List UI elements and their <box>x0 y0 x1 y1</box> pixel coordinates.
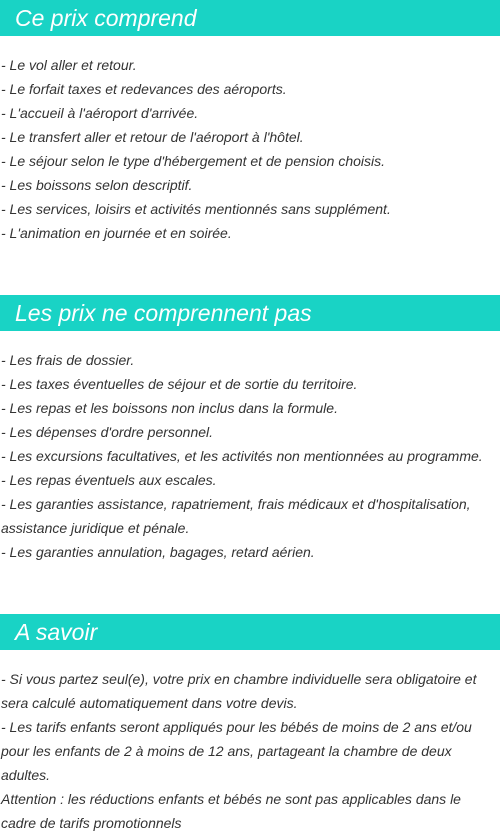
list-item: - Les dépenses d'ordre personnel. <box>1 424 214 440</box>
list-item: - Les tarifs enfants seront appliqués pour les bébés de moins de 2 ans et/ou pour les enfants de 2 à moins de 12 ans, partageant la chambre de deux adultes. <box>1 719 472 783</box>
list-item: - Les repas et les boissons non inclus dans la formule. <box>1 400 338 416</box>
section-title: A savoir <box>15 619 98 645</box>
section-header-price-excludes <box>0 295 500 331</box>
section-header-good-to-know <box>0 614 500 650</box>
list-item: - Les excursions facultatives, et les activités non mentionnées au programme. <box>1 448 483 464</box>
list-item: - Les garanties annulation, bagages, retard aérien. <box>1 544 315 560</box>
list-item: - Les frais de dossier. <box>1 352 135 368</box>
list-item: - Les boissons selon descriptif. <box>1 177 193 193</box>
included-list <box>1 53 499 245</box>
list-item: - Le vol aller et retour. <box>1 57 137 73</box>
list-item: - L'animation en journée et en soirée. <box>1 225 232 241</box>
list-item: - Les taxes éventuelles de séjour et de sortie du territoire. <box>1 376 358 392</box>
list-item: - Le forfait taxes et redevances des aéroports. <box>1 81 287 97</box>
list-item: - Le séjour selon le type d'hébergement et de pension choisis. <box>1 153 386 169</box>
list-item: - Le transfert aller et retour de l'aéroport à l'hôtel. <box>1 129 304 145</box>
list-item: - Les repas éventuels aux escales. <box>1 472 217 488</box>
list-item: - Les services, loisirs et activités mentionnés sans supplément. <box>1 201 391 217</box>
info-list <box>1 667 499 835</box>
list-item: - Les garanties assistance, rapatriement, frais médicaux et d'hospitalisation, assistance juridique et pénale. <box>1 496 471 536</box>
section-header-price-includes <box>0 0 500 36</box>
list-item: - L'accueil à l'aéroport d'arrivée. <box>1 105 199 121</box>
section-title: Les prix ne comprennent pas <box>15 300 312 326</box>
excluded-list <box>1 348 499 564</box>
section-title: Ce prix comprend <box>15 5 197 31</box>
list-item: - Si vous partez seul(e), votre prix en chambre individuelle sera obligatoire et sera calculé automatiquement dans votre devis. <box>1 671 477 711</box>
list-item: Attention : les réductions enfants et bébés ne sont pas applicables dans le cadre de tarifs promotionnels <box>1 791 461 831</box>
